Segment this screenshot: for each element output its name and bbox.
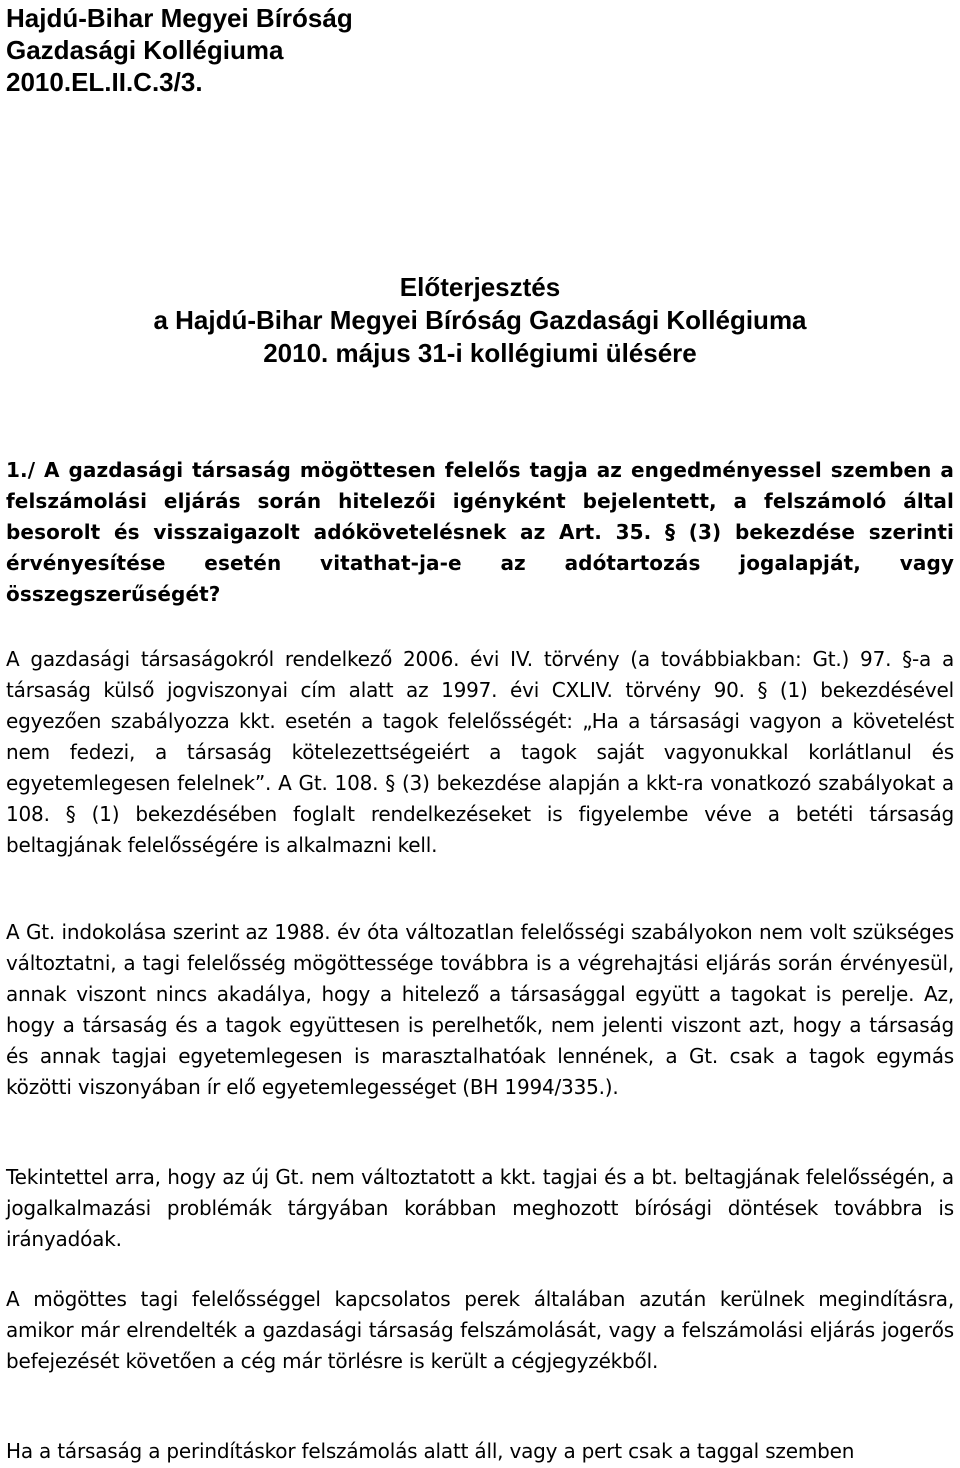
case-number: 2010.EL.II.C.3/3. (6, 67, 203, 97)
document-header (6, 2, 353, 98)
document-title (6, 271, 954, 370)
body-paragraph-2: A Gt. indokolása szerint az 1988. év óta változatlan felelősségi szabályokon nem volt szükséges változtatni, a tagi felelősség mögöttessége továbbra is a végrehajtási eljárás során érvényesül, annak viszont nincs akadálya, hogy a hitelező a társasággal együtt a tagokat is perelje. Az, hogy a társaság és a tagok együttesen is perelhetők, nem jelenti viszont azt, hogy a társaság és annak tagjai egyetemlegesen is marasztalhatóak lennének, a Gt. csak a tagok egymás közötti viszonyában ír elő egyetemlegességet (BH 1994/335.). (6, 920, 954, 1099)
question-paragraph: 1./ A gazdasági társaság mögöttesen felelős tagja az engedményessel szemben a felszámolási eljárás során hitelezői igényként bejelentett, a felszámoló által besorolt és visszaigazolt adókövetelésnek az Art. 35. § (3) bekezdése szerinti érvényesítése esetén vitathat-ja-e az adótartozás jogalapját, vagy összegszerűségét? (6, 458, 954, 606)
body-paragraph-1: A gazdasági társaságokról rendelkező 2006. évi IV. törvény (a továbbiakban: Gt.) 97. §-a a társaság külső jogviszonyai cím alatt az 1997. évi CXLIV. törvény 90. § (1) bekezdésével egyezően szabályozza kkt. esetén a tagok felelősségét: „Ha a társasági vagyon a követelést nem fedezi, a társaság kötelezettségeiért a tagok saját vagyonukkal korlátlanul és egyetemlegesen felelnek”. A Gt. 108. § (3) bekezdése alapján a kkt-ra vonatkozó szabályokat a 108. § (1) bekezdésében foglalt rendelkezéseket is figyelembe véve a betéti társaság beltagjának felelősségére is alkalmazni kell. (6, 647, 954, 857)
body-paragraph-5: Ha a társaság a perindításkor felszámolás alatt áll, vagy a pert csak a taggal szemben (6, 1439, 855, 1463)
title-line-2: a Hajdú-Bihar Megyei Bíróság Gazdasági Kollégiuma (153, 305, 807, 335)
college-name: Gazdasági Kollégiuma (6, 35, 284, 65)
body-paragraph-3: Tekintettel arra, hogy az új Gt. nem változtatott a kkt. tagjai és a bt. beltagjának felelősségén, a jogalkalmazási problémák tárgyában korábban meghozott bírósági döntések továbbra is irányadóak. (6, 1165, 954, 1251)
title-line-3: 2010. május 31-i kollégiumi ülésére (263, 338, 697, 368)
title-line-1: Előterjesztés (399, 272, 561, 302)
court-name: Hajdú-Bihar Megyei Bíróság (6, 3, 353, 33)
body-paragraph-4: A mögöttes tagi felelősséggel kapcsolatos perek általában azután kerülnek megindításra, amikor már elrendelték a gazdasági társaság felszámolását, vagy a felszámolási eljárás jogerős befejezését követően a cég már törlésre is került a cégjegyzékből. (6, 1287, 954, 1373)
